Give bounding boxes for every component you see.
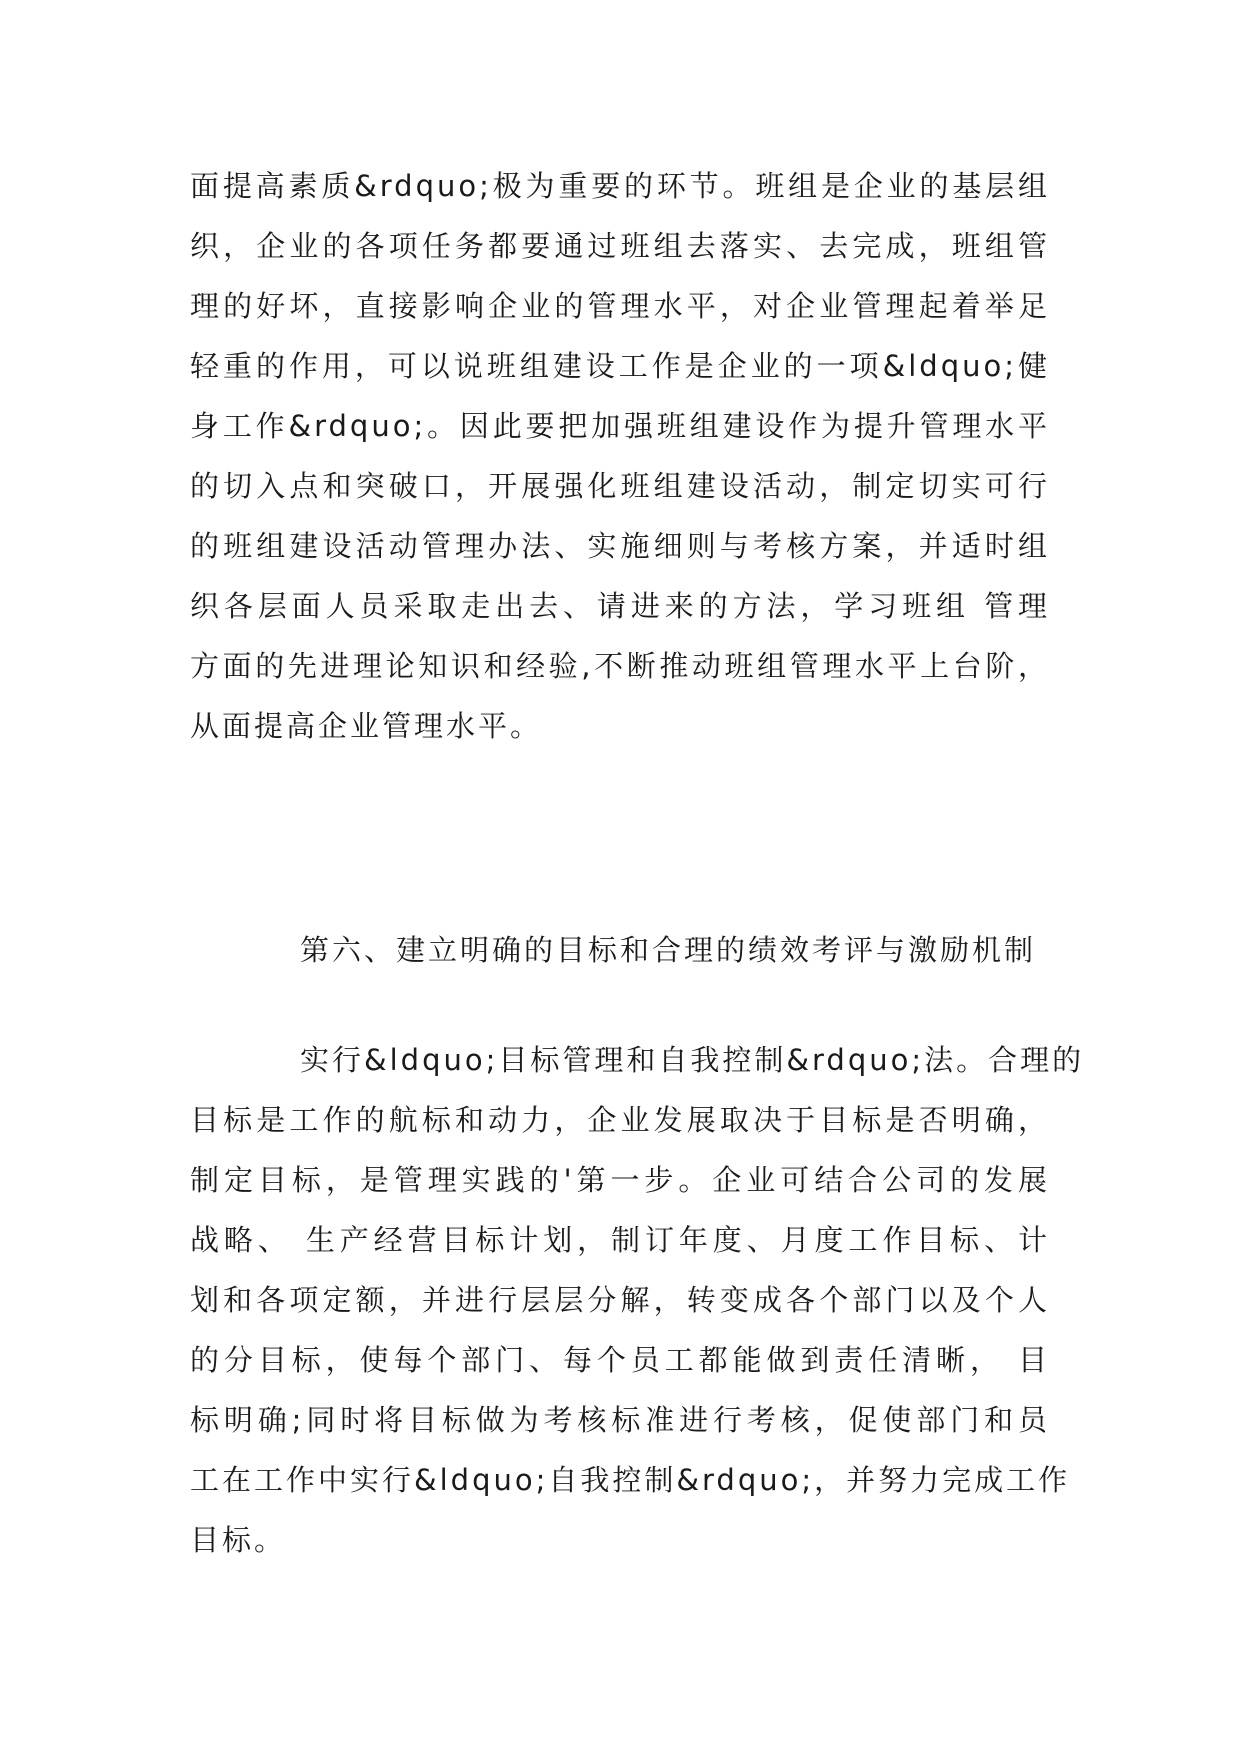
paragraph-2-line: 制定目标，是管理实践的'第一步。企业可结合公司的发展	[190, 1163, 1050, 1197]
paragraph-2	[190, 1030, 1085, 1570]
paragraph-2-line: 目标。	[190, 1523, 287, 1557]
paragraph-1	[190, 156, 1050, 756]
paragraph-1-line: 方面的先进理论知识和经验,不断推动班组管理水平上台阶，	[190, 649, 1050, 683]
paragraph-2-line: 的分目标，使每个部门、每个员工都能做到责任清晰， 目	[190, 1343, 1050, 1377]
paragraph-2-line: 实行&ldquo;目标管理和自我控制&rdquo;法。合理的	[300, 1043, 1085, 1077]
paragraph-1-line: 轻重的作用，可以说班组建设工作是企业的一项&ldquo;健	[190, 349, 1050, 383]
paragraph-1-line: 理的好坏，直接影响企业的管理水平，对企业管理起着举足	[190, 289, 1050, 323]
section-heading	[300, 920, 1060, 980]
paragraph-2-line: 划和各项定额，并进行层层分解，转变成各个部门以及个人	[190, 1283, 1050, 1317]
paragraph-2-line: 标明确;同时将目标做为考核标准进行考核，促使部门和员	[190, 1403, 1050, 1437]
paragraph-1-line: 织，企业的各项任务都要通过班组去落实、去完成，班组管	[190, 229, 1050, 263]
paragraph-1-line: 面提高素质&rdquo;极为重要的环节。班组是企业的基层组	[190, 169, 1050, 203]
paragraph-1-line: 织各层面人员采取走出去、请进来的方法，学习班组 管理	[190, 589, 1050, 623]
paragraph-2-line: 目标是工作的航标和动力，企业发展取决于目标是否明确，	[190, 1103, 1050, 1137]
paragraph-2-line: 战略、 生产经营目标计划，制订年度、月度工作目标、计	[190, 1223, 1050, 1257]
paragraph-1-line: 身工作&rdquo;。因此要把加强班组建设作为提升管理水平	[190, 409, 1050, 443]
paragraph-1-line: 的切入点和突破口，开展强化班组建设活动，制定切实可行	[190, 469, 1050, 503]
paragraph-1-line: 从面提高企业管理水平。	[190, 709, 543, 743]
paragraph-1-line: 的班组建设活动管理办法、实施细则与考核方案，并适时组	[190, 529, 1050, 563]
paragraph-2-line: 工在工作中实行&ldquo;自我控制&rdquo;，并努力完成工作	[190, 1463, 1071, 1497]
section-heading-text: 第六、建立明确的目标和合理的绩效考评与激励机制	[300, 933, 1037, 967]
